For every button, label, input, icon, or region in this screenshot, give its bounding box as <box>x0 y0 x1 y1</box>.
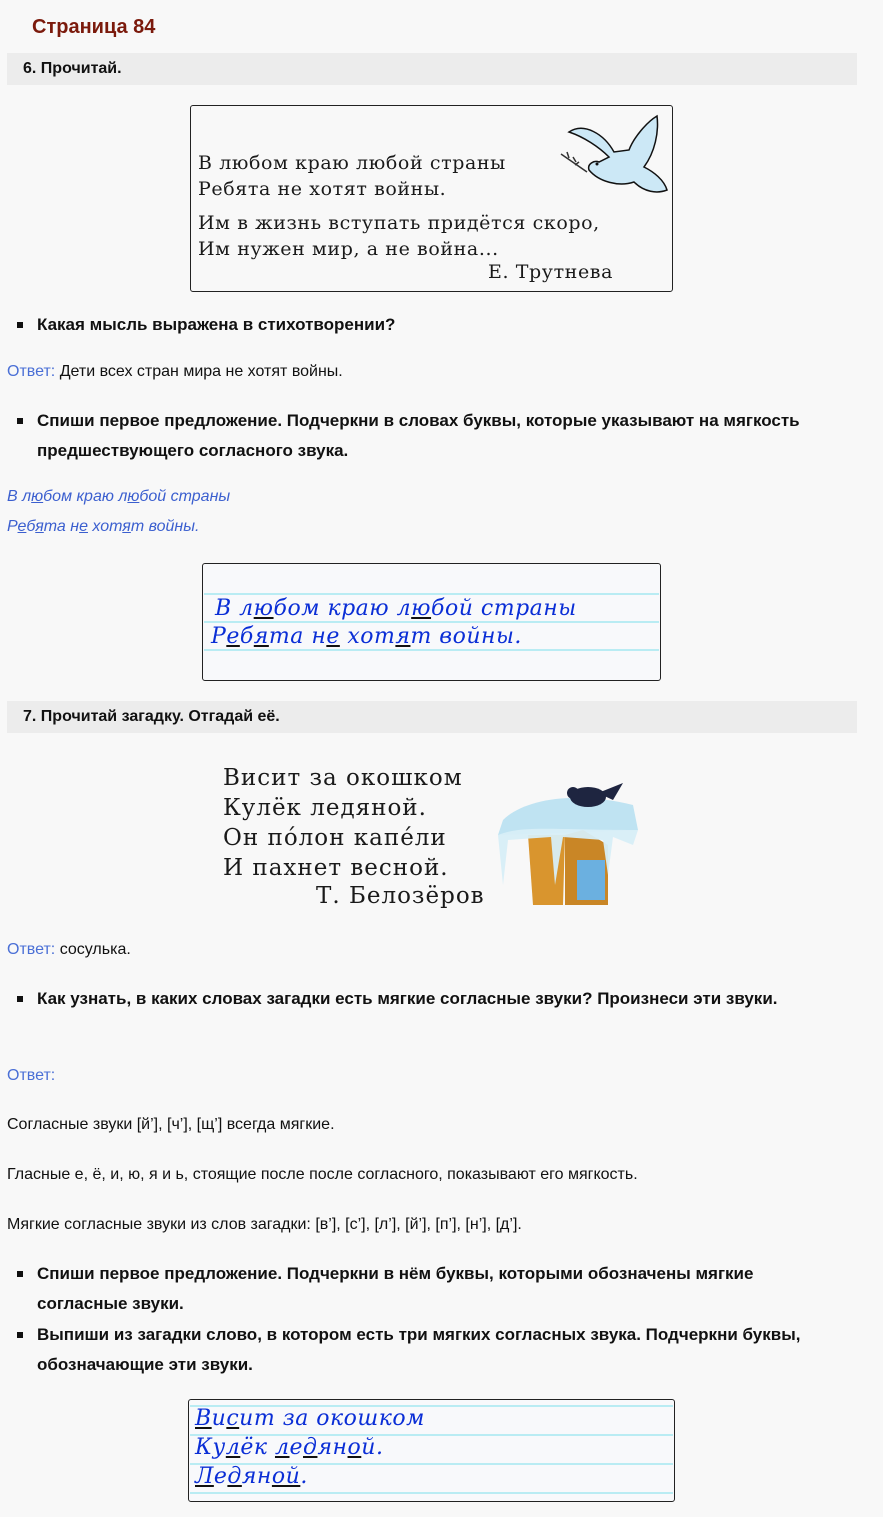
question-item <box>0 310 883 340</box>
riddle <box>223 763 463 883</box>
answer-line: Мягкие согласные звуки из слов загадки: [в’], [с’], [л’], [й’], [п’], [н’], [д’]. <box>7 1216 522 1233</box>
answer-label: Ответ: <box>7 941 56 958</box>
question-item <box>0 1320 860 1380</box>
poem-card <box>190 105 673 292</box>
handwritten-line: Кулёк ледяной. <box>195 1435 384 1460</box>
riddle-line: И пахнет весной. <box>223 855 449 881</box>
riddle-line: Висит за окошком <box>223 765 463 791</box>
handwritten-line: Ледяной. <box>195 1464 308 1489</box>
answer-text: сосулька. <box>59 941 131 958</box>
task-7-heading: 7. Прочитай загадку. Отгадай её. <box>7 701 857 733</box>
riddle-line: Кулёк ледяной. <box>223 795 427 821</box>
task-6-heading: 6. Прочитай. <box>7 53 857 85</box>
poem-line: Им в жизнь вступать придётся скоро, <box>198 212 600 234</box>
question-item <box>0 406 860 466</box>
answer-label: Ответ: <box>7 1067 56 1084</box>
page-title: Страница 84 <box>32 16 156 38</box>
dove-icon <box>559 112 671 202</box>
bullet-icon <box>17 1271 23 1277</box>
question-text: Спиши первое предложение. Подчеркни в нём буквы, которыми обозначены мягкие согласные звуки. <box>37 1264 754 1313</box>
question-item <box>0 1259 860 1319</box>
answer-label: Ответ: <box>7 363 56 380</box>
answer-line: В любом краю любой страны <box>7 488 231 505</box>
poem-author: Е. Трутнева <box>488 261 614 283</box>
handwritten-line: Ребята не хотят войны. <box>211 624 522 649</box>
question-text: Спиши первое предложение. Подчеркни в словах буквы, которые указывают на мягкость предшествующего согласного звука. <box>37 411 800 460</box>
answer-line: Гласные е, ё, и, ю, я и ь, стоящие после после согласного, показывают его мягкость. <box>7 1166 638 1183</box>
answer-7-1 <box>7 938 131 962</box>
answer-2 <box>7 482 230 542</box>
copybook-image-2 <box>188 1399 675 1502</box>
poem-line: Им нужен мир, а не война... <box>198 238 499 260</box>
question-text: Какая мысль выражена в стихотворении? <box>37 315 396 334</box>
snowy-house-icon <box>493 775 643 910</box>
handwritten-line: В любом краю любой страны <box>215 596 577 621</box>
poem-line: Ребята не хотят войны. <box>198 178 447 200</box>
answer-text: Дети всех стран мира не хотят войны. <box>59 363 343 380</box>
question-text: Как узнать, в каких словах загадки есть мягкие согласные звуки? Произнеси эти звуки. <box>37 989 778 1008</box>
answer-line: Ребята не хотят войны. <box>7 518 200 535</box>
handwritten-line: Висит за окошком <box>195 1406 425 1431</box>
bullet-icon <box>17 996 23 1002</box>
answer-line: Согласные звуки [й’], [ч’], [щ’] всегда мягкие. <box>7 1116 335 1133</box>
question-text: Выпиши из загадки слово, в котором есть три мягких согласных звука. Подчеркни буквы, обозначающие эти звуки. <box>37 1325 801 1374</box>
bullet-icon <box>17 322 23 328</box>
bullet-icon <box>17 1332 23 1338</box>
question-item <box>0 984 860 1014</box>
answer-1 <box>7 360 343 384</box>
poem-line: В любом краю любой страны <box>198 152 506 174</box>
bullet-icon <box>17 418 23 424</box>
riddle-author: Т. Белозёров <box>316 883 485 909</box>
copybook-image-1 <box>202 563 661 681</box>
riddle-line: Он по́лон капе́ли <box>223 825 447 851</box>
